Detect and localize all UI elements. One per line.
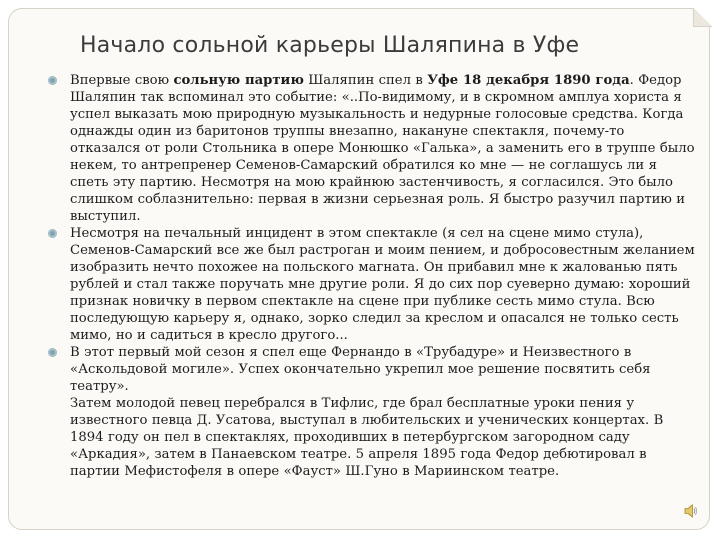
bullet-item	[48, 225, 698, 344]
page-curl-decoration	[693, 8, 712, 27]
round-bullet-icon	[48, 76, 57, 85]
bullet-text-bold: сольную партию	[173, 73, 304, 88]
bullet-text: В этот первый мой сезон я спел еще Фернандо в «Трубадуре» и Неизвестного в «Аскольдовой могиле». Успех окончательно укрепил мое решение посвятить себя театру».	[70, 345, 651, 394]
bullet-item	[48, 344, 698, 395]
bullet-text-date: Уфе 18 декабря 1890 года	[427, 73, 630, 88]
speaker-icon[interactable]	[684, 503, 698, 519]
round-bullet-icon	[48, 229, 57, 238]
bullet-text-rest: . Федор Шаляпин так вспоминал это событие: «..По-видимому, и в скромном амплуа хориста я успел выказать мою природную музыкальность и недурные голосовые средства. Когда однажды один из баритонов труппы внезапно, накануне спектакля, почему-то отказался от роли Стольника в опере Монюшко «Галька», а заменить его в труппе было некем, то антрепренер Семенов-Самарский обратился ко мне — не соглашусь ли я спеть эту партию. Несмотря на мою крайнюю застенчивость, я согласился. Это было слишком соблазнительно: первая в жизни серьезная роль. Я быстро разучил партию и выступил.	[70, 73, 695, 224]
bullet-text-lead: Впервые свою	[70, 73, 174, 88]
bullet-item	[48, 72, 698, 225]
bullet-text-mid: Шаляпин спел в	[303, 73, 428, 88]
round-bullet-icon	[48, 348, 57, 357]
tail-paragraph: Затем молодой певец перебрался в Тифлис, где брал бесплатные уроки пения у известного певца Д. Усатова, выступал в любительских и ученических концертах. В 1894 году он пел в спектаклях, проходивших в петербургском загородном саду «Аркадия», затем в Панаевском театре. 5 апреля 1895 года Федор дебютировал в партии Мефистофеля в опере «Фауст» Ш.Гуно в Мариинском театре.	[70, 396, 664, 479]
bullet-text: Несмотря на печальный инцидент в этом спектакле (я сел на сцене мимо стула), Семенов-Самарский все же был растроган и моим пением, и добросовестным желанием изобразить нечто похожее на польского магната. Он прибавил мне к жалованью пять рублей и стал также поручать мне другие роли. Я до сих пор суеверно думаю: хороший признак новичку в первом спектакле на сцене при публике сесть мимо стула. Всю последующую карьеру я, однако, зорко следил за креслом и опасался не только сесть мимо, но и садиться в кресло другого...	[70, 226, 695, 343]
slide-title: Начало сольной карьеры Шаляпина в Уфе	[80, 33, 580, 58]
slide-content	[48, 72, 698, 480]
